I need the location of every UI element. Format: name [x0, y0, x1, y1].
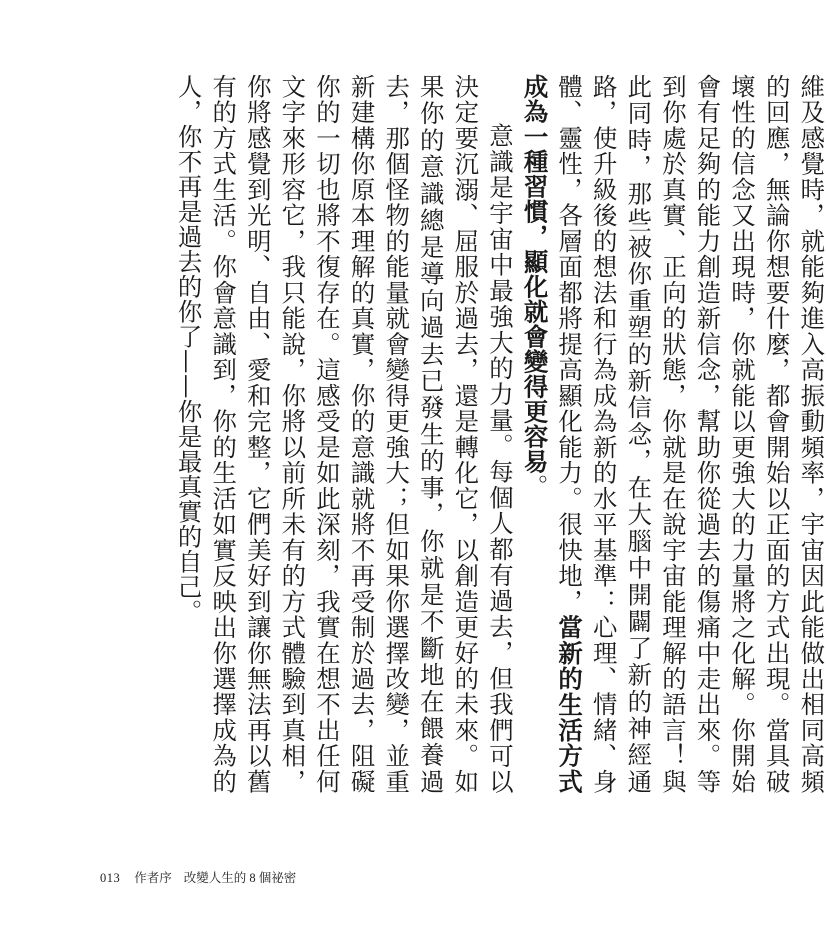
body-text [170, 74, 827, 794]
emphasized-sentence: 當新的生活方式成為一種習慣，顯化就會變得更容易 [519, 74, 584, 795]
paragraph-1-text: 維及感覺時，就能夠進入高振動頻率，宇宙因此能做出相同高頻的回應，無論你想要什麼，都會開始以正面的方式出現。當具破壞性的信念又出現時，你就能以更強大的力量將之化解。你開始會有足夠的能力創造新信念，幫助你從過去的傷痛中走出來。等到你處於真實、正向的狀態，你就是在說宇宙能理解的語言！與此同時，那些被你重塑的新信念，在大腦中開闢了新的神經通路，使升級後的想法和行為成為新的水平基準：心理、情緒、身體、靈性，各層面都將提高顯化能力。很快地， [554, 74, 826, 794]
footer-book-title: 改變人生的 8 個祕密 [183, 871, 297, 885]
paragraph-1-end: 。 [519, 474, 549, 499]
footer-section: 作者序 [134, 871, 172, 885]
page-number: 013 [100, 871, 121, 885]
paragraph-2: 意識是宇宙中最強大的力量。每個人都有過去，但我們可以決定要沉溺、屈服於過去，還是轉化它，以創造更好的未來。如果你的意識總是導向過去已發生的事，你就是不斷地在餵養過去，那個怪物的能量就會變得更強大；但如果你選擇改變，並重新建構你原本理解的真實，你的意識就將不再受制於過去，阻礙你的一切也將不復存在。這感受是如此深刻，我實在想不出任何文字來形容它，我只能說，你將以前所未有的方式體驗到真相，你將感覺到光明、自由、愛和完整，它們美好到讓你無法再以舊有的方式生活。你會意識到，你的生活如實反映出你選擇成為的人，你不再是過去的你了——你是最真實的自己。 [173, 74, 514, 794]
paragraph-1 [516, 74, 827, 794]
page-footer [100, 868, 296, 886]
